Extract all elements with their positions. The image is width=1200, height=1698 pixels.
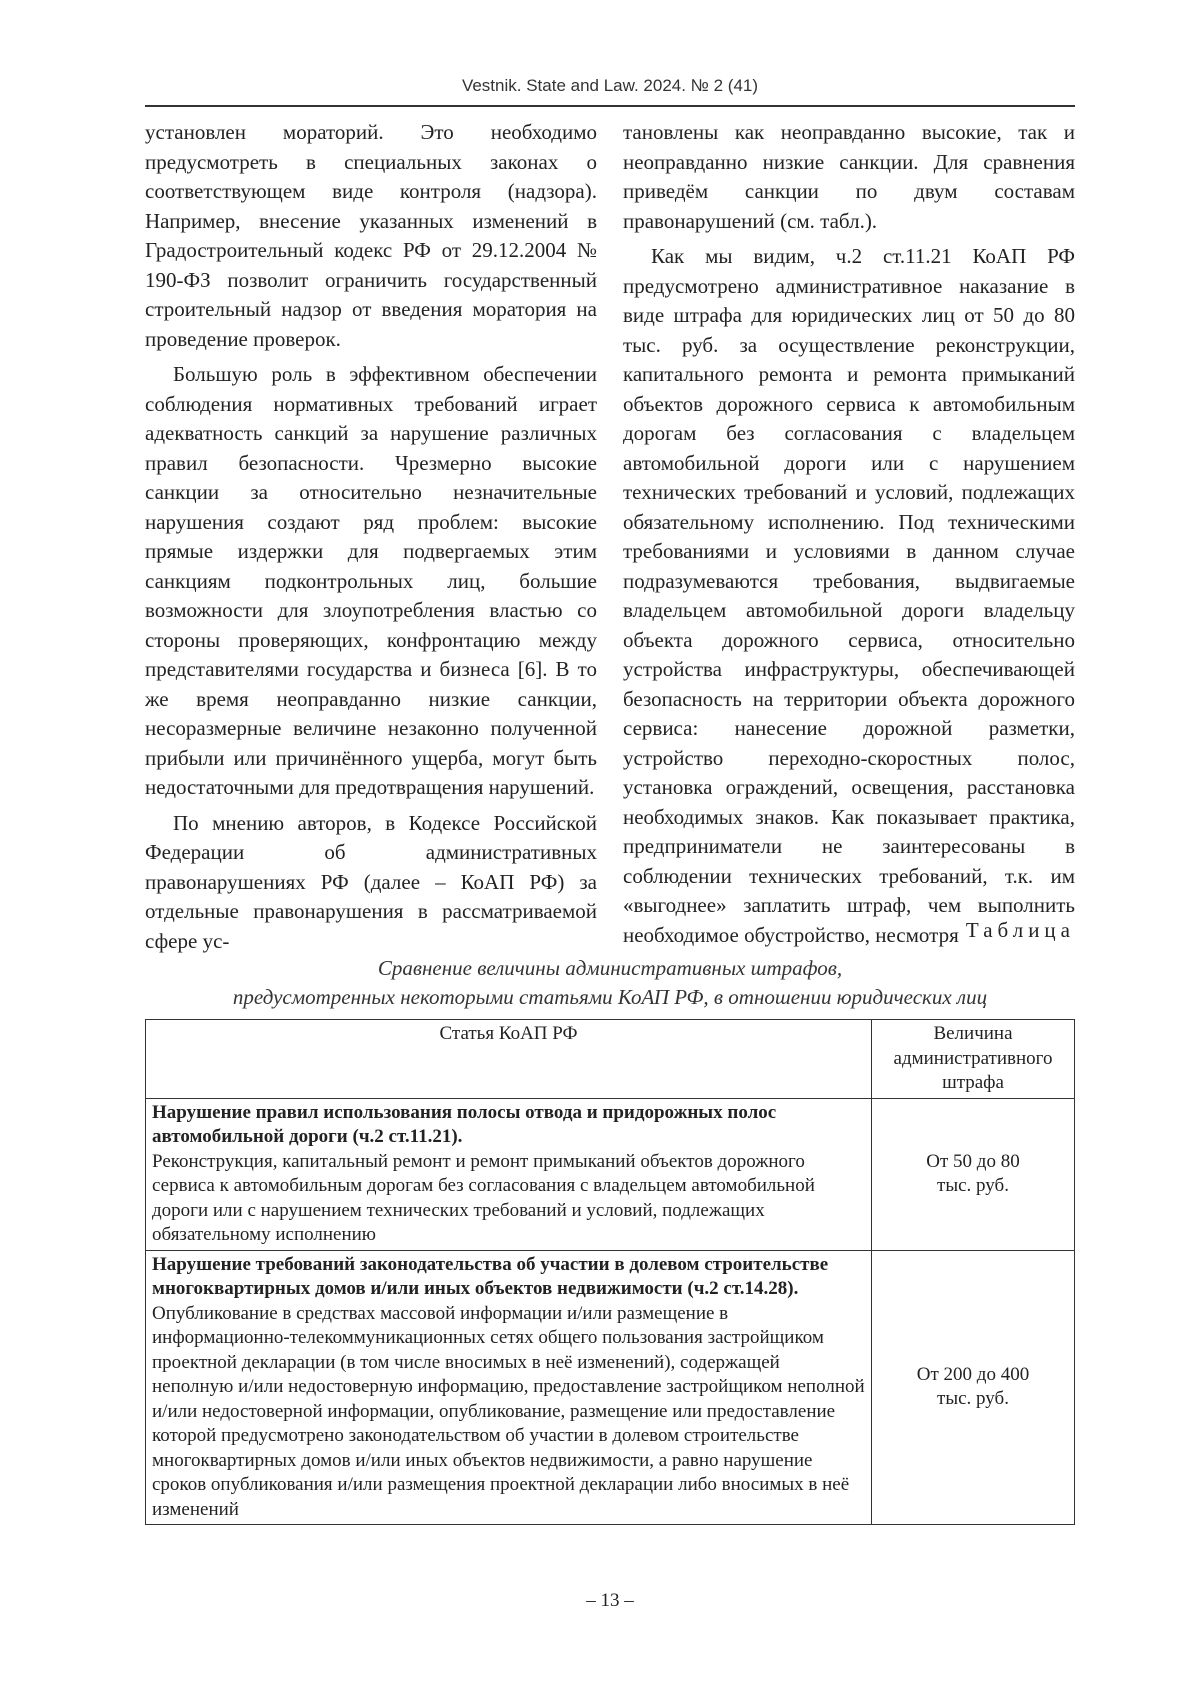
fines-table: [145, 1019, 1075, 1525]
left-paragraph-1: установлен мораторий. Это необходимо предусмотреть в специальных законах о соответствующем виде контроля (надзора). Например, внесение указанных изменений в Градостроительный кодекс РФ от 29.12.2004 № 190-ФЗ позволит ограничить государственный строительный надзор от введения моратория на проведение проверок.: [145, 120, 597, 351]
table-header-row: [146, 1020, 1075, 1099]
fine-amount-range: От 50 до 80: [926, 1150, 1020, 1172]
table-label: Таблица: [965, 918, 1075, 942]
fine-amount-unit: тыс. руб.: [937, 1388, 1009, 1410]
right-column: [623, 118, 1075, 956]
running-header: Vestnik. State and Law. 2024. № 2 (41): [461, 76, 759, 95]
header-divider: [145, 105, 1075, 107]
article-cell: [146, 1098, 872, 1250]
left-paragraph-3: По мнению авторов, в Кодексе Российской Федерации об административных правонарушениях РФ (далее – КоАП РФ) за отдельные правонарушения в рассматриваемой сфере ус-: [145, 810, 597, 953]
table-caption-line-2: предусмотренных некоторыми статьями КоАП РФ, в отношении юридических лиц: [232, 985, 988, 1009]
page-number: – 13 –: [586, 1590, 634, 1611]
header-article: Статья КоАП РФ: [146, 1020, 872, 1099]
fine-amount-cell: [872, 1098, 1075, 1250]
left-paragraph-2: Большую роль в эффективном обеспечении соблюдения нормативных требований играет адекватность санкций за нарушение различных правил безопасности. Чрезмерно высокие санкции за относительно незначительные нарушения создают ряд проблем: высокие прямые издержки для подвергаемых этим санкциям подконтрольных лиц, большие возможности для злоупотребления властью со стороны проверяющих, конфронтацию между представителями государства и бизнеса [6]. В то же время неоправданно низкие санкции, несоразмерные величине незаконно полученной прибыли или причинённого ущерба, могут быть недостаточными для предотвращения нарушений.: [145, 362, 597, 799]
article-description: Реконструкция, капитальный ремонт и ремонт примыканий объектов дорожного сервиса к автомобильным дорогам без согласования с владельцем автомобильной дороги или с нарушением технических требований и условий, подлежащих обязательному исполнению: [152, 1150, 815, 1245]
table-row: [146, 1250, 1075, 1525]
table-row: [146, 1098, 1075, 1250]
left-column: [145, 118, 597, 962]
article-cell: [146, 1250, 872, 1525]
table-caption-line-1: Сравнение величины административных штрафов,: [377, 956, 843, 980]
article-description: Опубликование в средствах массовой информации и/или размещение в информационно-телекоммуникационных сетях общего пользования застройщиком проектной декларации (в том числе вносимых в неё изменений), содержащей неполную и/или недостоверную информацию, предоставление застройщиком неполной и/или недостоверной информации, опубликование, размещение или предоставление которой предусмотрено законодательством об участии в долевом строительстве многоквартирных домов и/или иных объектов недвижимости, а равно нарушение сроков опубликования и/или размещения проектной декларации либо вносимых в неё изменений: [152, 1302, 865, 1520]
header-fine-amount: Величина административного штрафа: [872, 1020, 1075, 1099]
fine-amount-unit: тыс. руб.: [937, 1175, 1009, 1196]
article-title: Нарушение правил использования полосы отвода и придорожных полос автомобильной дороги (ч.2 ст.11.21).: [152, 1101, 777, 1147]
right-paragraph-2: Как мы видим, ч.2 ст.11.21 КоАП РФ предусмотрено административное наказание в виде штрафа для юридических лиц от 50 до 80 тыс. руб. за осуществление реконструкции, капитального ремонта и ремонта примыканий объектов дорожного сервиса к автомобильным дорогам без согласования с владельцем автомобильной дороги или с нарушением технических требований и условий, подлежащих обязательному исполнению. Под техническими требованиями и условиями в данном случае подразумеваются требования, выдвигаемые владельцем автомобильной дороги владельцу объекта дорожного сервиса, относительно устройства инфраструктуры, обеспечивающей безопасность на территории объекта дорожного сервиса: нанесение дорожной разметки, устройство переходно-скоростных полос, установка ограждений, освещения, расстановка необходимых знаков. Как показывает практика, предприниматели не заинтересованы в соблюдении технических требований, т.к. им «выгоднее» заплатить штраф, чем выполнить необходимое обустройство, несмотря: [623, 244, 1075, 947]
table-caption: [145, 954, 1075, 1012]
right-paragraph-1: тановлены как неоправданно высокие, так и неоправданно низкие санкции. Для сравнения приведём санкции по двум составам правонарушений (см. табл.).: [623, 120, 1075, 233]
fine-amount-cell: [872, 1250, 1075, 1525]
article-title: Нарушение требований законодательства об участии в долевом строительстве многоквартирных домов и/или иных объектов недвижимости (ч.2 ст.14.28).: [152, 1253, 829, 1299]
fine-amount-range: От 200 до 400: [916, 1363, 1030, 1385]
